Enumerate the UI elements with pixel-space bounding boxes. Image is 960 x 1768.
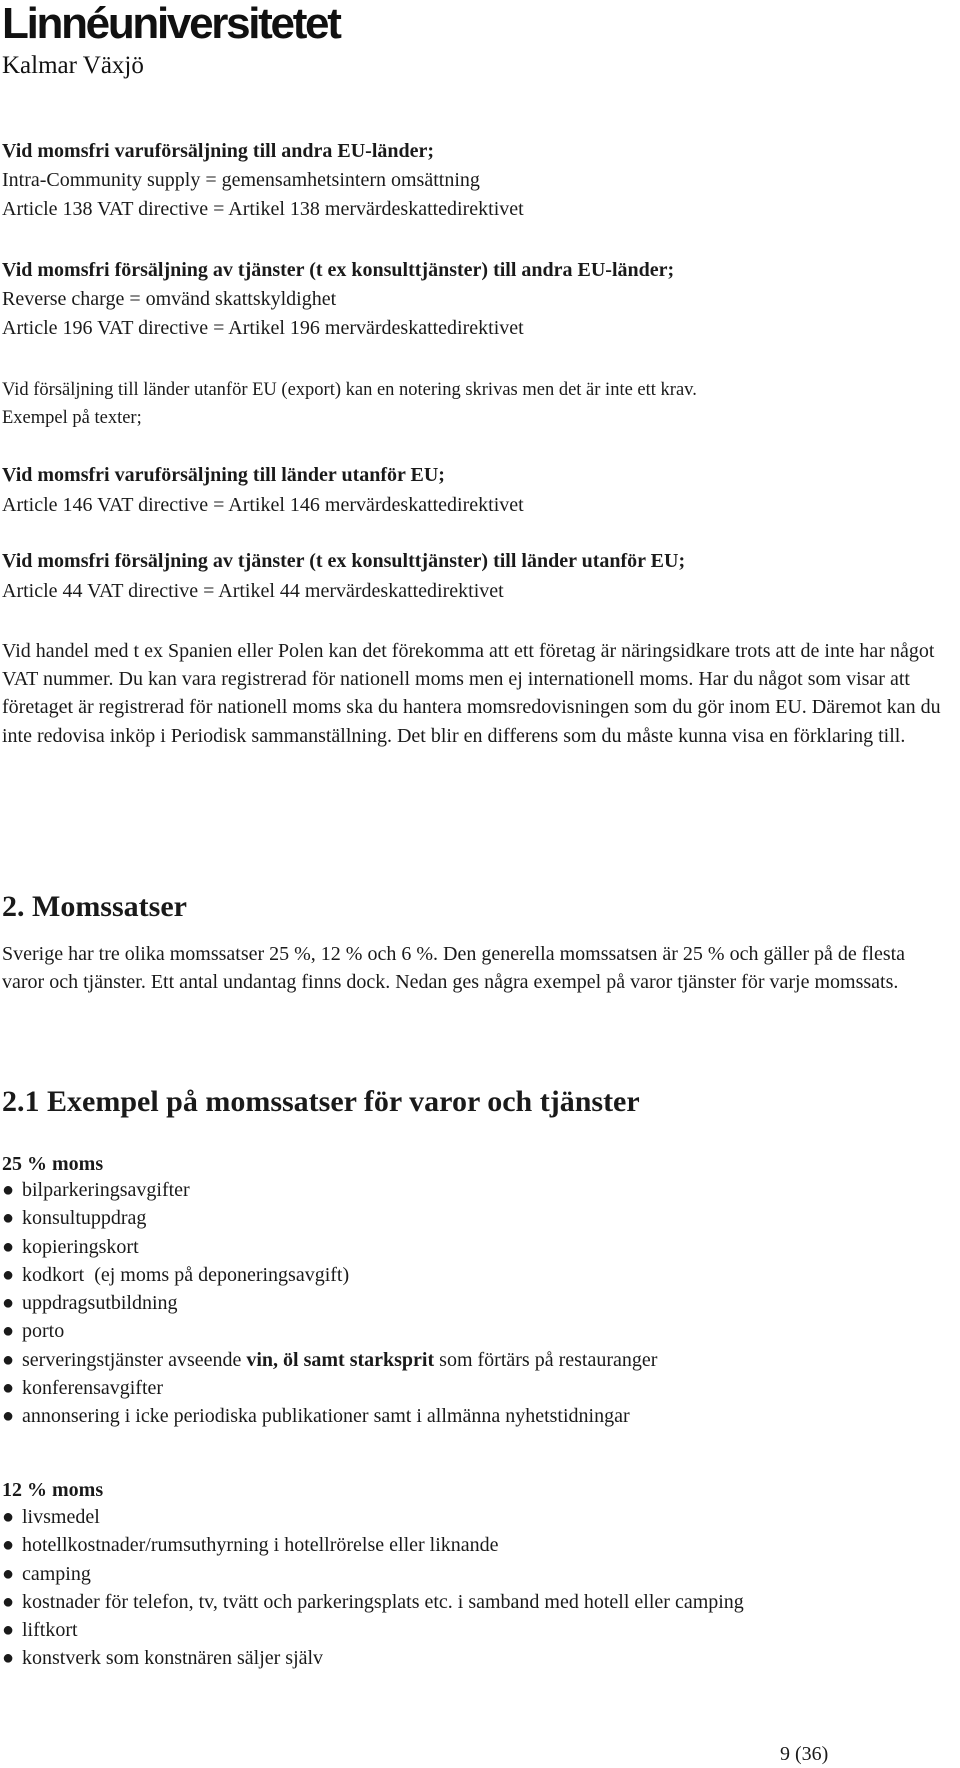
logo-title: Linnéuniversitetet — [2, 0, 340, 48]
bullet-icon: ● — [2, 1348, 15, 1371]
export-note-line1: Vid försäljning till länder utanför EU (export) kan en notering skrivas men det är inte ett krav. — [2, 380, 697, 400]
list-item — [2, 1560, 744, 1588]
rate-12-heading: 12 % moms — [2, 1479, 104, 1501]
block1-line1: Intra-Community supply = gemensamhetsintern omsättning — [2, 169, 480, 191]
list-item-label: annonsering i icke periodiska publikationer samt i allmänna nyhetstidningar — [22, 1405, 630, 1428]
list-item — [2, 1402, 657, 1430]
rate-25-heading: 25 % moms — [2, 1153, 104, 1175]
bullet-icon: ● — [2, 1405, 15, 1428]
list-item-label: uppdragsutbildning — [22, 1292, 178, 1315]
bullet-icon: ● — [2, 1506, 15, 1528]
section-2-title: 2. Momssatser — [2, 890, 187, 923]
list-item — [2, 1176, 657, 1204]
block3-line1: Article 146 VAT directive = Artikel 146 mervärdeskattedirektivet — [2, 494, 524, 516]
block4-heading: Vid momsfri försäljning av tjänster (t ex konsulttjänster) till länder utanför EU; — [2, 550, 686, 572]
list-item-label: konsultuppdrag — [22, 1207, 147, 1230]
bullet-icon: ● — [2, 1619, 15, 1642]
list-item — [2, 1644, 744, 1672]
list-item-label: kodkort (ej moms på deponeringsavgift) — [22, 1263, 350, 1286]
list-item-label: livsmedel — [22, 1506, 100, 1528]
block1-heading: Vid momsfri varuförsäljning till andra EU-länder; — [2, 140, 435, 162]
bullet-icon: ● — [2, 1647, 15, 1670]
university-logo — [2, 2, 340, 80]
block2-line2: Article 196 VAT directive = Artikel 196 mervärdeskattedirektivet — [2, 317, 524, 339]
list-item-label: konstverk som konstnären säljer själv — [22, 1647, 324, 1670]
rate-12-list — [2, 1503, 744, 1673]
list-item — [2, 1616, 744, 1644]
block2-line1: Reverse charge = omvänd skattskyldighet — [2, 288, 337, 310]
bullet-icon: ● — [2, 1534, 15, 1557]
bullet-icon: ● — [2, 1235, 15, 1258]
list-item-label: konferensavgifter — [22, 1377, 164, 1400]
block3-heading: Vid momsfri varuförsäljning till länder utanför EU; — [2, 464, 445, 486]
block2-heading: Vid momsfri försäljning av tjänster (t ex konsulttjänster) till andra EU-länder; — [2, 259, 675, 281]
list-item — [2, 1346, 657, 1374]
serving-text-before: serveringstjänster avseende — [22, 1348, 247, 1371]
serving-text-after: som förtärs på restauranger — [434, 1348, 658, 1371]
list-item-label: hotellkostnader/rumsuthyrning i hotellrörelse eller liknande — [22, 1534, 499, 1557]
list-item-label: camping — [22, 1562, 91, 1585]
trade-paragraph: Vid handel med t ex Spanien eller Polen kan det förekomma att ett företag är näringsidkare trots att de inte har något VAT nummer. Du kan vara registrerad för nationell moms men ej internationell moms. Har du något som visar att företaget är registrerad för nationell moms ska du hantera momsredovisningen som du gör inom EU. Däremot kan du inte redovisa inköp i Periodisk sammanställning. Det blir en differens som du måste kunna visa en förklaring till. — [2, 640, 941, 747]
bullet-icon: ● — [2, 1590, 15, 1613]
list-item — [2, 1261, 657, 1289]
section-2-1-title: 2.1 Exempel på momssatser för varor och tjänster — [2, 1085, 640, 1118]
list-item — [2, 1588, 744, 1616]
bullet-icon: ● — [2, 1263, 15, 1286]
list-item-label: kostnader för telefon, tv, tvätt och parkeringsplats etc. i samband med hotell eller camping — [22, 1590, 744, 1613]
bullet-icon: ● — [2, 1179, 15, 1201]
list-item-label: liftkort — [22, 1619, 78, 1642]
list-item — [2, 1233, 657, 1261]
block4-line1: Article 44 VAT directive = Artikel 44 mervärdeskattedirektivet — [2, 580, 504, 602]
list-item — [2, 1374, 657, 1402]
list-item — [2, 1503, 744, 1531]
logo-subtitle: Kalmar Växjö — [2, 52, 144, 79]
list-item — [2, 1204, 657, 1232]
list-item-label: bilparkeringsavgifter — [22, 1179, 190, 1201]
list-item-label: kopieringskort — [22, 1235, 139, 1258]
bullet-icon: ● — [2, 1562, 15, 1585]
list-item — [2, 1531, 744, 1559]
block1-line2: Article 138 VAT directive = Artikel 138 mervärdeskattedirektivet — [2, 198, 524, 220]
page-number: 9 (36) — [780, 1743, 829, 1765]
serving-text-bold: vin, öl samt starksprit — [246, 1348, 435, 1371]
bullet-icon: ● — [2, 1320, 15, 1343]
section-2-paragraph: Sverige har tre olika momssatser 25 %, 12 % och 6 %. Den generella momssatsen är 25 % och gäller på de flesta varor och tjänster. Ett antal undantag finns dock. Nedan ges några exempel på varor tjänster för varje momssats. — [2, 943, 906, 994]
export-note-line2: Exempel på texter; — [2, 408, 142, 428]
bullet-icon: ● — [2, 1207, 15, 1230]
list-item-label: porto — [22, 1320, 65, 1343]
list-item — [2, 1289, 657, 1317]
rate-25-list — [2, 1176, 657, 1431]
list-item — [2, 1317, 657, 1345]
bullet-icon: ● — [2, 1292, 15, 1315]
bullet-icon: ● — [2, 1377, 15, 1400]
